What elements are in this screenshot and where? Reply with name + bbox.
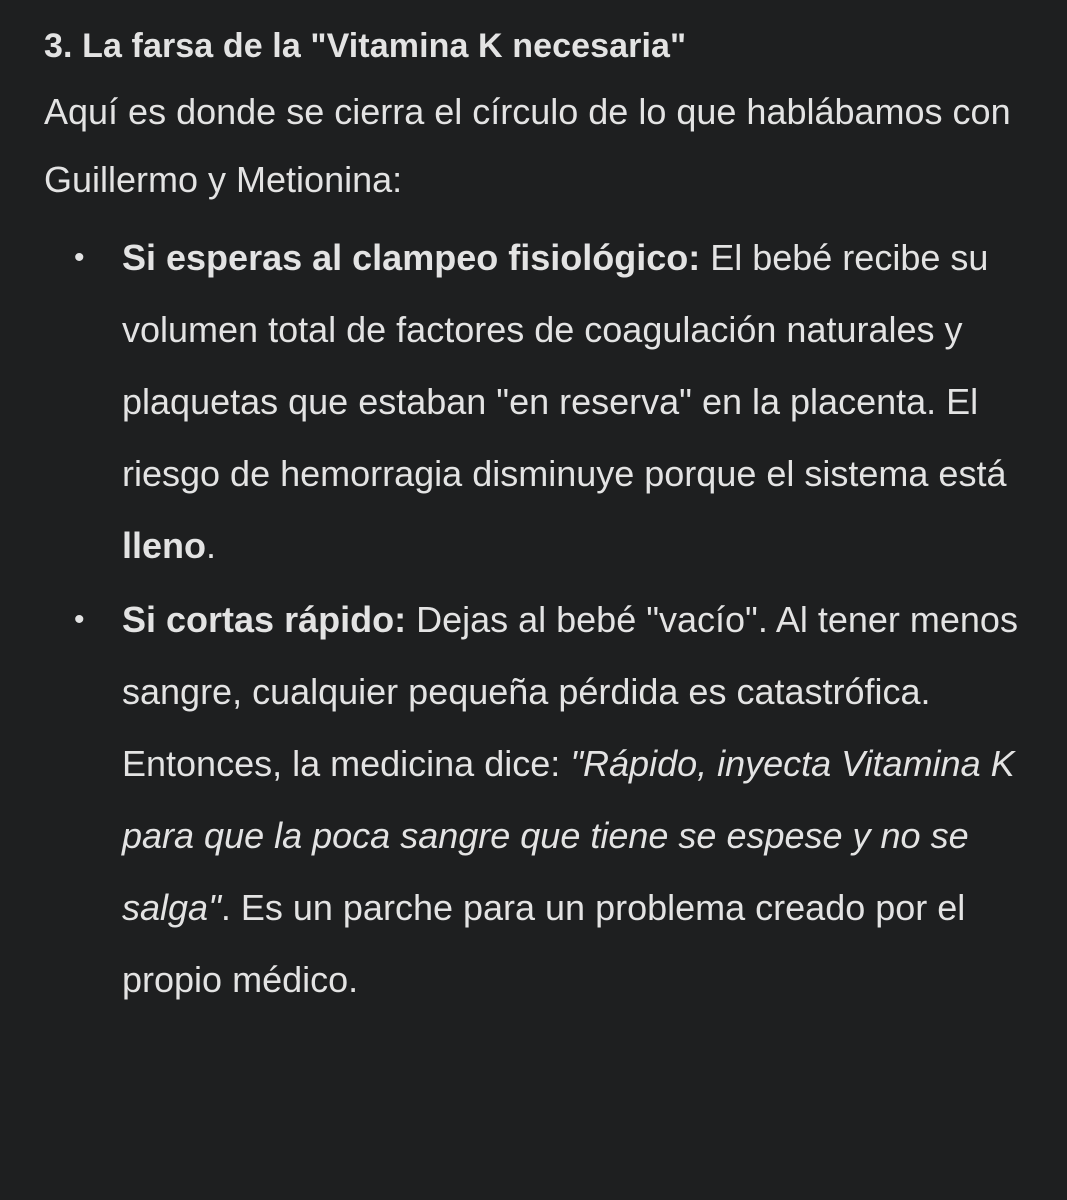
point-lead: Si esperas al clampeo fisiológico:	[122, 237, 701, 278]
point-text: El bebé recibe su volumen total de factores de coagulación naturales y plaquetas que estaban "en reserva" en la placenta. El riesgo de hemorragia disminuye porque el sistema está	[122, 237, 1007, 494]
list-item	[44, 584, 1027, 1016]
section-heading: 3. La farsa de la "Vitamina K necesaria"	[44, 27, 687, 65]
point-text: Dejas al bebé "vacío". Al tener menos sangre, cualquier pequeña pérdida es catastrófica. Entonces, la medicina dice:	[122, 599, 1018, 784]
bullet-icon: •	[74, 603, 85, 636]
bullet-list	[44, 222, 1027, 1016]
point-bold-word: lleno	[122, 525, 207, 566]
point-quote: "Rápido, inyecta Vitamina K para que la poca sangre que tiene se espese y no se salga"	[122, 743, 1015, 928]
list-item	[44, 222, 1027, 582]
intro-paragraph: Aquí es donde se cierra el círculo de lo que hablábamos con Guillermo y Metionina:	[44, 91, 1011, 200]
point-text-end: .	[206, 525, 217, 566]
bullet-icon: •	[74, 241, 85, 274]
point-text-end: . Es un parche para un problema creado por el propio médico.	[122, 887, 966, 1000]
point-lead: Si cortas rápido:	[122, 599, 407, 640]
